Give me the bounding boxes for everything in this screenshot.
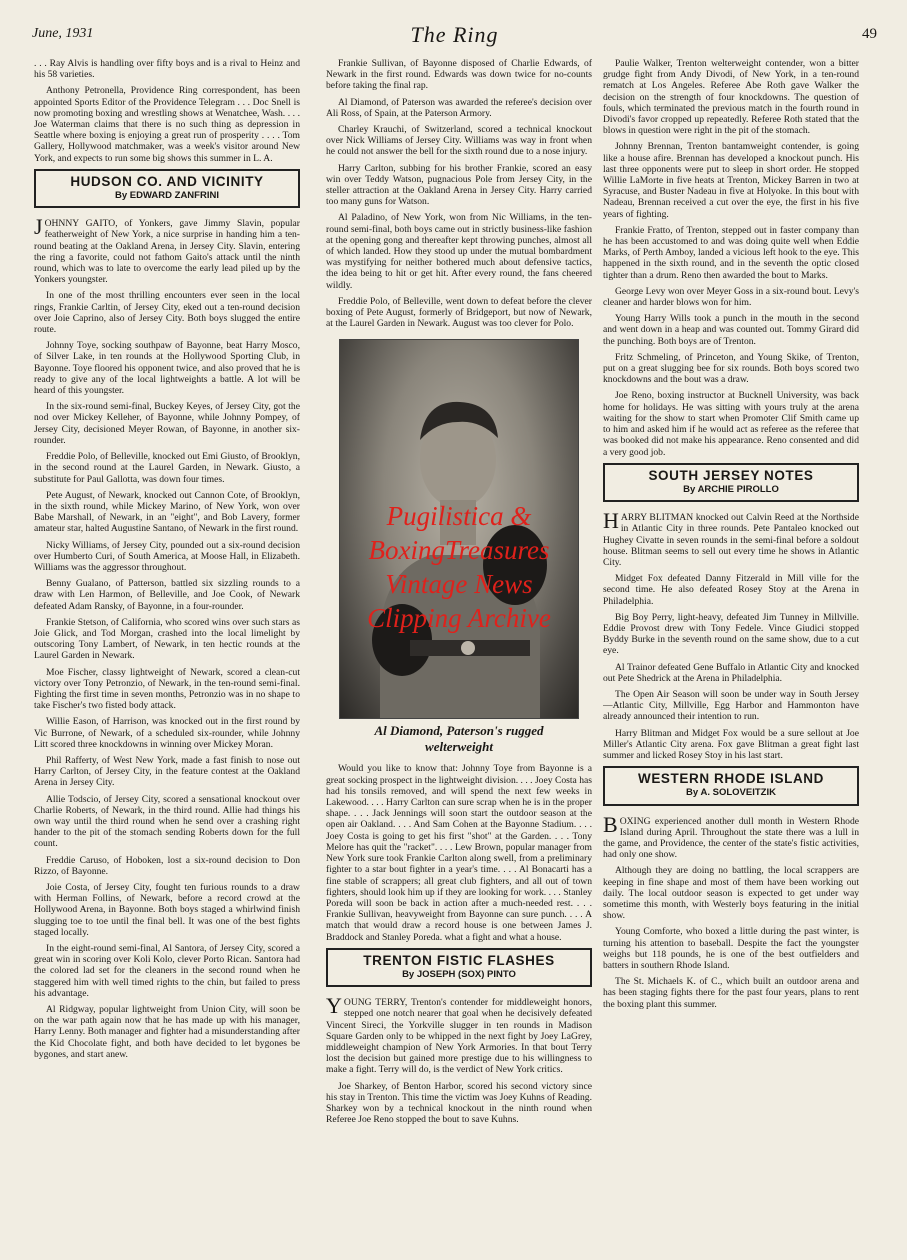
paragraph: Allie Todscio, of Jersey City, scored a sensational knockout over Charlie Roberts, of Newark, in the third round. Allie had things his own way until the third round when he send over a crashing right hander to the pit of the stomach sending Roberts down for the full count. [34,793,300,850]
paragraph: Al Paladino, of New York, won from Nic Williams, in the ten-round semi-final, both boys came out in strictly business-like fashion at the opening gong and thereafter kept throwing punches, almost all of which landed. How they stood up under the mutual bombardment was mystifying for neither bothered much about defensive tactics, the idea being to hit or get hit. After every round, the fans cheered wildly. [326,212,592,291]
section-heading-box [326,948,592,987]
caption-line: welterweight [425,739,493,755]
paragraph: Freddie Caruso, of Hoboken, lost a six-round decision to Don Rizzo, of Bayonne. [34,854,300,877]
paragraph: Al Diamond, of Paterson was awarded the referee's decision over Ali Ross, of Spain, at the Paterson Armory. [326,96,592,119]
paragraph: Harry Carlton, subbing for his brother Frankie, scored an easy win over Teddy Watson, pugnacious Pole from Jersey City, in the steller attraction at the Oakland Arena in Jersey City. Harry carried too many guns for Watson. [326,162,592,208]
paragraph: Anthony Petronella, Providence Ring correspondent, has been appointed Sports Editor of the Providence Telegram . . . Doc Snell is now promoting boxing and wrestling shows at Wenatchee, Wash. . . . Joe Waterman claims that there is no such thing as depression in Seattle where boxing is enjoying a great run of prosperity . . . . Tom Gallery, Hollywood matchmaker, was a week's visitor around New York, and expects to run some big shows this summer in L. A. [34,85,300,164]
paragraph: The Open Air Season will soon be under way in South Jersey—Atlantic City, Millville, Egg Harbor and Hammonton have already announced their intention to run. [603,688,859,723]
paragraph: Moe Fischer, classy lightweight of Newark, scored a clean-cut victory over Tony Petronzio, of Newark, in the ten-round semi-final. Fighting the first time in seven months, Petronzio was in no shape to take Fischer's two fisted body attack. [34,666,300,712]
paragraph: Pete August, of Newark, knocked out Cannon Cote, of Brooklyn, in the sixth round, while Mickey Marino, of New York, won over Babe Marshall, of Newark, in an "eight", and Bob Lavery, former amateur star, halted Augustine Santano, of Newark in the first round. [34,489,300,535]
paragraph: Would you like to know that: Johnny Toye from Bayonne is a great socking prospect in the lightweight division. . . . Joey Costa has had his tonsils removed, and will spend the next few weeks in Lakewood. . . . Harry Carlton can sure scrap when he is in the proper shape. . . . Jack Jennings will soon start the outdoor season at the open air Oakland. . . . And Sam Cohen at the Bayonne Stadium. . . . Joey Costa is going to get his first "shot" at the Garden. . . . Tony Melore has quit the "racket". . . . Lew Brown, popular manager from New York sure took Frankie Carlton along swell, from a preliminary fighter to a star bout fighter in a year's time. . . . Al Bonacarti has a fine stable of scrappers; all great club fighters, and all out of town fighters, should look him up if they are looking for work. . . . Stanley Poreda will soon be back in action after a much-needed rest. . . . Frankie Sullivan, heavyweight from Bayonne can sure punch. . . . A match that would draw a record house is one between James J. Braddock and Stanley Poreda. what a fight and what a house. [326,763,592,943]
watermark-line: Pugilistica & [386,501,532,532]
paragraph: Midget Fox defeated Danny Fitzerald in Mill ville for the second time. He also defeated Rosey Stoy at the Arena in Philadelphia. [603,573,859,607]
issue-date: June, 1931 [32,26,94,41]
paragraph: Johnny Toye, socking southpaw of Bayonne, beat Harry Mosco, of Silver Lake, in ten rounds at the Hollywood Sporting Club, in Bayonne. Toye floored his opponent twice, and also proved that he is ready to give any of the local lightweights a battle. A lot will be heard of this youngster. [34,340,300,397]
section-title: SOUTH JERSEY NOTES [648,467,814,483]
paragraph: Although they are doing no battling, the local scrappers are keeping in fine shape and most of them have been working out daily. The local outdoor season is expected to get under way sometime this month, with Westerly boys featuring in the initial show. [603,865,859,922]
paragraph: HARRY BLITMAN knocked out Calvin Reed at the Northside in Atlantic City in three rounds. Pete Pantaleo knocked out Hughey Civatte in seven rounds in the semi-final before a soldout house. Blitman seems to sell out every time he shows in Atlantic City. [603,508,859,568]
watermark-line: Clipping Archive [367,603,551,634]
column-middle [326,58,592,1248]
paragraph: Joe Reno, boxing instructor at Bucknell University, was back home for holidays. He was sitting with yours truly at the arena waiting for the show to start when Promoter Clif Smith came up to him and asked him if he would act as referee as the referee that was booked did not make his appearance. Reno consented and did a very good job. [603,390,859,458]
paragraph: In the six-round semi-final, Buckey Keyes, of Jersey City, got the nod over Mickey Kelleher, of Bayonne, while Johnny Pompey, of Jersey City, decisioned Meyer Rowan, of Bayonne, in another six-rounder. [34,401,300,446]
paragraph: BOXING experienced another dull month in Western Rhode Island during April. Throughout the state there was a lull in the game, and Providence, the center of the state's fistic activities, had only one show. [603,811,859,861]
page-header [32,22,877,50]
paragraph: YOUNG TERRY, Trenton's contender for middleweight honors, stepped one notch nearer that goal when he decisively defeated Vincent Sireci, the Yorkville slugger in ten rounds in Madison Square Garden only to be whipped in the next fight by Joey LaGrey, middleweight champion of New York Armories. In that bout Terry lost the decision but gained more prestige due to his willingness to make a fight. Terry will do, is the verdict of New York critics. [326,993,592,1076]
paragraph: Paulie Walker, Trenton welterweight contender, won a bitter grudge fight from Andy Divodi, of New York, in a ten-round rematch at Los Angeles. Referee Abe Roth gave Walker the decision on the strength of four knockdowns. The question of fouls, which terminated the previous match in the fourth round in Divodi's favor cropped up repeatedly. Referee Roth stated that the blows in question were right in the pit of the stomach. [603,58,859,137]
photo-caption [326,723,592,755]
watermark-line: Vintage News [385,569,533,600]
boxer-photo [339,339,579,719]
paragraph: Al Ridgway, popular lightweight from Union City, will soon be on the war path again now that he has made up with his manager, Harry Lenny. Both manager and fighter had a misunderstanding after the Kid Chocolate fight, and both have decided to let bygones be bygones, and start anew. [34,1004,300,1060]
section-byline: By JOSEPH (SOX) PINTO [402,968,516,980]
column-right [603,58,859,1248]
paragraph: Johnny Brennan, Trenton bantamweight contender, is going like a house afire. Brennan has developed a knockout punch. His last three opponents were put to sleep in short order. He stopped Willie LaMorte in five heats at Trenton, Mickey Barren in two at Syracuse, and Buster Nadeau in five at Holyoke. In this bout with Nadeau, Brennan received a cut over the eye, the first in his five years of fighting. [603,141,859,220]
section-title: HUDSON CO. AND VICINITY [70,173,264,189]
section-heading-box [34,169,300,208]
paragraph: Frankie Stetson, of California, who scored wins over such stars as Joie Glick, and Tod Morgan, crashed into the local limelight by outscoring Tony Lambert, of Newark, in ten hectic rounds at the Laurel Garden in Newark. [34,616,300,662]
watermark-line: BoxingTreasures [368,535,550,566]
paragraph: Young Comforte, who boxed a little during the past winter, is turning his attention to baseball. Despite the fact the youngster weighs but 118 pounds, he is one of the best outfielders and batters in southern Rhode Island. [603,926,859,972]
paragraph: Freddie Polo, of Belleville, knocked out Emi Giusto, of Brooklyn, in the second round at the Laurel Garden, in Newark. Giusto, a substitute for Paul Gallotta, was down four times. [34,451,300,485]
paragraph: The St. Michaels K. of C., which built an outdoor arena and has been staging fights there for the past four years, plans to rent the boxing plant this summer. [603,976,859,1010]
paragraph: Young Harry Wills took a punch in the mouth in the second and went down in a heap and was counted out. Tommy Girard did the punching. Both boys are of Trenton. [603,313,859,347]
paragraph: Joe Sharkey, of Benton Harbor, scored his second victory since his stay in Trenton. This time the victim was Joey Kuhns of Reading. Sharkey won by a technical knockout in the ninth round when Referee Joe Reno stopped the bout to save Kuhns. [326,1080,592,1126]
paragraph: Frankie Sullivan, of Bayonne disposed of Charlie Edwards, of Newark in the first round. Edwards was down twice for no-counts before taking the final rap. [326,58,592,92]
paragraph: Freddie Polo, of Belleville, went down to defeat before the clever boxing of Pete August, formerly of Bridgeport, but now of Newark, at the Laurel Garden in Newark. August was too clever for Polo. [326,295,592,330]
paragraph: Phil Rafferty, of West New York, made a fast finish to nose out Harry Carlton, of Jersey City, in the feature contest at the Oakland Arena in Jersey City. [34,754,300,789]
paragraph: Willie Eason, of Harrison, was knocked out in the first round by Vic Burrone, of Newark, of a scheduled six-rounder, while Johnny Litt scored three knockdowns in winning over Mickey Moran. [34,716,300,750]
page-number: 49 [862,26,877,42]
paragraph: Benny Gualano, of Patterson, battled six sizzling rounds to a draw with Len Harmon, of Belleville, and Joe Cook, of Newark defeated Adam Ransky, of Bayonne, in a four-rounder. [34,578,300,612]
paragraph: Nicky Williams, of Jersey City, pounded out a six-round decision over Humberto Curi, of South America, at Moose Hall, in Elizabeth. Williams was the aggressor throughout. [34,539,300,573]
paragraph: In the eight-round semi-final, Al Santora, of Jersey City, scored a great win in scoring over Koli Kolo, clever Porto Rican. Santora had the colored lad set for the cleaners in the second round when he staggered him with well timed rights to the chin, but failed to press his advantage. [34,943,300,999]
paragraph: Big Boy Perry, light-heavy, defeated Jim Tunney in Millville. Eddie Provost drew with Tony Fedele. Vince Giudici stopped Byddy Burke in the seventh round on the same show, due to a cut eye. [603,611,859,657]
section-heading-box [603,463,859,502]
paragraph: Al Trainor defeated Gene Buffalo in Atlantic City and knocked out Pete Shedrick at the Arena in Philadelphia. [603,661,859,684]
section-title: TRENTON FISTIC FLASHES [363,952,555,968]
section-byline: By A. SOLOVEITZIK [686,787,776,799]
paragraph: Fritz Schmeling, of Princeton, and Young Skike, of Trenton, put on a great slugging bee for six rounds. Both boys scored two knockdowns and the bout was a draw. [603,351,859,386]
paragraph: In one of the most thrilling encounters ever seen in the local rings, Frankie Carltin, of Jersey City, eked out a ten-round decision over Joie Caprino, also of Jersey City. Both boys slugged the entire route. [34,290,300,336]
section-title: WESTERN RHODE ISLAND [637,771,824,787]
paragraph: Joie Costa, of Jersey City, fought ten furious rounds to a draw with Herman Follins, of Newark, before a record crowd at the Hollywood Arena, in Bayonne. Both boys staged a whirlwind finish slugging toe to toe until the final bell. It was one of the best fights staged locally. [34,882,300,938]
paragraph: JOHNNY GAITO, of Yonkers, gave Jimmy Slavin, popular featherweight of New York, a nice surprise in handing him a ten-round beating at the Oakland Arena, in Jersey City. Slavin, entering the ring a favorite, could not fathom Gaito's attack until the ninth round, which was to late to overcome the early lead piled up by the Yonkers youngster. [34,214,300,286]
paragraph: Frankie Fratto, of Trenton, stepped out in faster company than he has been accustomed to and was doing quite well when Eddie Marks, of Perth Amboy, landed a vicious left hook to the eye. This happened in the sixth round, and in the seventh the optic closed tighter than a drum. Reno then awarded the bout to Marks. [603,224,859,281]
paragraph: George Levy won over Meyer Goss in a six-round bout. Levy's cleaner and harder blows won for him. [603,285,859,309]
section-byline: By EDWARD ZANFRINI [115,190,219,202]
paragraph: . . . Ray Alvis is handling over fifty boys and is a rival to Heinz and his 58 varieties. [34,58,300,81]
magazine-title: The Ring [410,22,499,47]
paragraph: Charley Krauchi, of Switzerland, scored a technical knockout over Nick Williams of Jersey City. Williams was way in front when he could not answer the bell for the sixth round due to a nose injury. [326,124,592,158]
paragraph: Harry Blitman and Midget Fox would be a sure sellout at Joe Miller's Atlantic City arena. Fox gave Blitman a great fight last summer and licked Rosey Stoy in his last start. [603,727,859,761]
caption-line: Al Diamond, Paterson's rugged [374,723,544,739]
section-heading-box [603,766,859,805]
section-byline: By ARCHIE PIROLLO [683,483,779,495]
column-left [34,58,300,1248]
